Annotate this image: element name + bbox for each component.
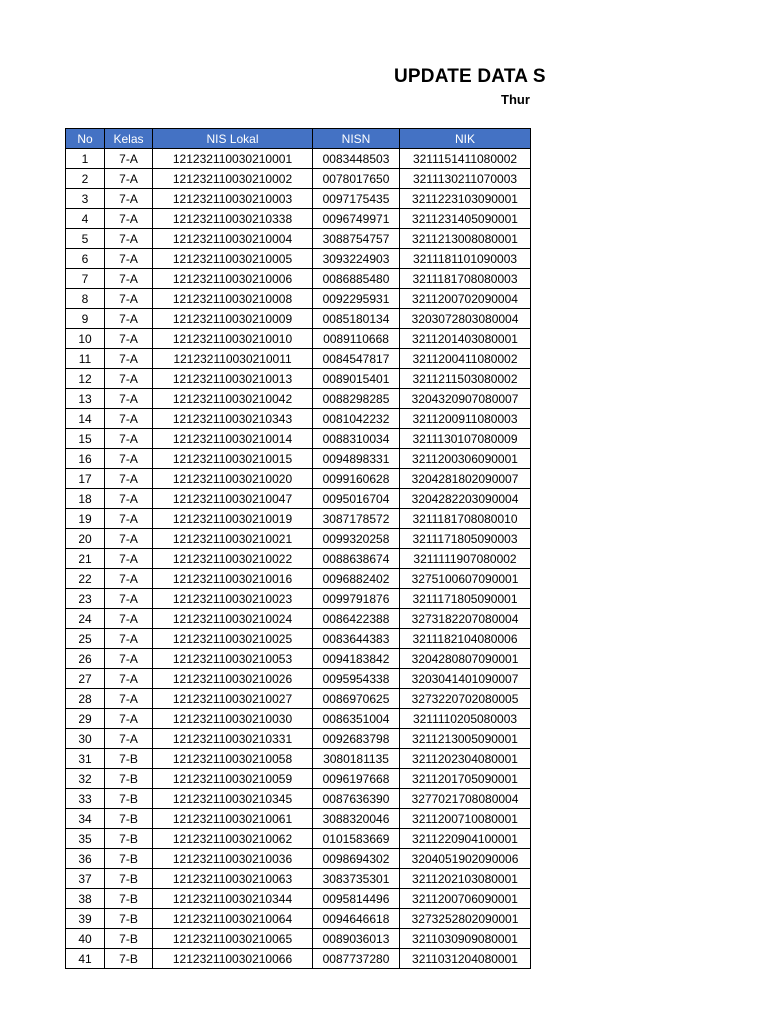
table-row [66,389,531,409]
cell-nik: 3203041401090007 [400,669,531,689]
cell-nis-lokal: 121232110030210021 [153,529,313,549]
table-row [66,469,531,489]
table-row [66,489,531,509]
cell-nisn: 0086351004 [313,709,400,729]
cell-nis-lokal: 121232110030210002 [153,169,313,189]
cell-kelas: 7-A [105,209,153,229]
cell-nis-lokal: 121232110030210006 [153,269,313,289]
column-header-no: No [66,129,105,149]
cell-nis-lokal: 121232110030210344 [153,889,313,909]
cell-no: 37 [66,869,105,889]
cell-no: 31 [66,749,105,769]
cell-nis-lokal: 121232110030210001 [153,149,313,169]
cell-nis-lokal: 121232110030210024 [153,609,313,629]
cell-nik: 3204282203090004 [400,489,531,509]
cell-nisn: 0096882402 [313,569,400,589]
cell-no: 32 [66,769,105,789]
cell-nisn: 0086885480 [313,269,400,289]
table-row [66,629,531,649]
cell-no: 25 [66,629,105,649]
cell-kelas: 7-A [105,309,153,329]
cell-nisn: 3088320046 [313,809,400,829]
table-row [66,149,531,169]
cell-nisn: 3087178572 [313,509,400,529]
cell-nisn: 0094646618 [313,909,400,929]
cell-nik: 3211130211070003 [400,169,531,189]
cell-kelas: 7-A [105,269,153,289]
cell-kelas: 7-A [105,289,153,309]
table-row [66,189,531,209]
cell-nisn: 0095954338 [313,669,400,689]
cell-nisn: 0084547817 [313,349,400,369]
cell-nisn: 0098694302 [313,849,400,869]
cell-kelas: 7-A [105,329,153,349]
cell-nik: 3211200710080001 [400,809,531,829]
table-row [66,609,531,629]
cell-nik: 3211231405090001 [400,209,531,229]
cell-kelas: 7-B [105,909,153,929]
cell-nik: 3211171805090003 [400,529,531,549]
cell-nis-lokal: 121232110030210061 [153,809,313,829]
cell-nis-lokal: 121232110030210345 [153,789,313,809]
cell-nisn: 0089036013 [313,929,400,949]
cell-nis-lokal: 121232110030210066 [153,949,313,969]
cell-nis-lokal: 121232110030210030 [153,709,313,729]
cell-kelas: 7-B [105,889,153,909]
cell-nis-lokal: 121232110030210004 [153,229,313,249]
cell-kelas: 7-A [105,169,153,189]
cell-no: 17 [66,469,105,489]
column-header-nis-lokal: NIS Lokal [153,129,313,149]
cell-no: 5 [66,229,105,249]
cell-nik: 3211130107080009 [400,429,531,449]
cell-nis-lokal: 121232110030210062 [153,829,313,849]
cell-nis-lokal: 121232110030210042 [153,389,313,409]
table-row [66,169,531,189]
cell-nik: 3211202103080001 [400,869,531,889]
table-row [66,749,531,769]
cell-no: 3 [66,189,105,209]
cell-nik: 3211200706090001 [400,889,531,909]
cell-no: 38 [66,889,105,909]
cell-nis-lokal: 121232110030210059 [153,769,313,789]
cell-no: 21 [66,549,105,569]
cell-nik: 3211182104080006 [400,629,531,649]
cell-no: 2 [66,169,105,189]
cell-nik: 3204320907080007 [400,389,531,409]
table-row [66,669,531,689]
cell-kelas: 7-B [105,869,153,889]
table-row [66,689,531,709]
cell-kelas: 7-A [105,509,153,529]
cell-nik: 3211200306090001 [400,449,531,469]
cell-nik: 3211213008080001 [400,229,531,249]
cell-kelas: 7-A [105,669,153,689]
cell-kelas: 7-A [105,229,153,249]
cell-nik: 3275100607090001 [400,569,531,589]
cell-no: 12 [66,369,105,389]
table-row [66,849,531,869]
cell-no: 4 [66,209,105,229]
cell-nisn: 0081042232 [313,409,400,429]
table-row [66,549,531,569]
table-row [66,909,531,929]
cell-nisn: 0096749971 [313,209,400,229]
table-row [66,789,531,809]
cell-nis-lokal: 121232110030210019 [153,509,313,529]
page-subtitle: Thur [501,92,530,107]
cell-no: 41 [66,949,105,969]
cell-kelas: 7-B [105,749,153,769]
cell-no: 40 [66,929,105,949]
cell-nisn: 0089015401 [313,369,400,389]
cell-nik: 3211111907080002 [400,549,531,569]
cell-nisn: 0085180134 [313,309,400,329]
cell-kelas: 7-A [105,529,153,549]
table-row [66,649,531,669]
cell-no: 26 [66,649,105,669]
cell-nis-lokal: 121232110030210058 [153,749,313,769]
table-row [66,869,531,889]
cell-nik: 3211031204080001 [400,949,531,969]
table-row [66,409,531,429]
cell-nis-lokal: 121232110030210036 [153,849,313,869]
cell-nis-lokal: 121232110030210331 [153,729,313,749]
cell-kelas: 7-A [105,589,153,609]
table-row [66,809,531,829]
cell-nik: 3211213005090001 [400,729,531,749]
page-title: UPDATE DATA S [394,66,546,87]
cell-nis-lokal: 121232110030210027 [153,689,313,709]
cell-nik: 3211201705090001 [400,769,531,789]
cell-no: 8 [66,289,105,309]
cell-kelas: 7-A [105,349,153,369]
cell-no: 16 [66,449,105,469]
table-row [66,769,531,789]
cell-kelas: 7-B [105,949,153,969]
cell-kelas: 7-A [105,449,153,469]
cell-nik: 3211181101090003 [400,249,531,269]
cell-nis-lokal: 121232110030210047 [153,489,313,509]
cell-nik: 3211171805090001 [400,589,531,609]
cell-no: 11 [66,349,105,369]
cell-no: 14 [66,409,105,429]
cell-kelas: 7-B [105,829,153,849]
cell-nik: 3211181708080010 [400,509,531,529]
cell-nis-lokal: 121232110030210065 [153,929,313,949]
cell-nik: 3211200911080003 [400,409,531,429]
cell-nisn: 0087636390 [313,789,400,809]
cell-nik: 3273220702080005 [400,689,531,709]
cell-nisn: 0088298285 [313,389,400,409]
cell-nisn: 0086970625 [313,689,400,709]
cell-kelas: 7-A [105,549,153,569]
cell-nisn: 0097175435 [313,189,400,209]
cell-kelas: 7-B [105,789,153,809]
cell-nis-lokal: 121232110030210015 [153,449,313,469]
table-row [66,929,531,949]
table-row [66,209,531,229]
cell-kelas: 7-B [105,809,153,829]
cell-nik: 3204281802090007 [400,469,531,489]
cell-nisn: 0092295931 [313,289,400,309]
cell-no: 28 [66,689,105,709]
cell-kelas: 7-B [105,769,153,789]
cell-kelas: 7-A [105,429,153,449]
cell-no: 30 [66,729,105,749]
cell-nik: 3211200411080002 [400,349,531,369]
cell-no: 20 [66,529,105,549]
cell-kelas: 7-A [105,389,153,409]
student-data-table [65,128,531,969]
cell-nisn: 0099791876 [313,589,400,609]
table-body [66,149,531,969]
cell-nisn: 0089110668 [313,329,400,349]
cell-nik: 3203072803080004 [400,309,531,329]
cell-kelas: 7-A [105,649,153,669]
cell-nis-lokal: 121232110030210014 [153,429,313,449]
cell-kelas: 7-A [105,609,153,629]
cell-nisn: 0095016704 [313,489,400,509]
cell-nis-lokal: 121232110030210009 [153,309,313,329]
cell-kelas: 7-A [105,149,153,169]
table-row [66,349,531,369]
cell-nis-lokal: 121232110030210023 [153,589,313,609]
cell-nik: 3211220904100001 [400,829,531,849]
cell-no: 39 [66,909,105,929]
cell-nik: 3211110205080003 [400,709,531,729]
table-row [66,509,531,529]
cell-nisn: 0083448503 [313,149,400,169]
cell-kelas: 7-A [105,369,153,389]
table-header-row [66,129,531,149]
table-row [66,309,531,329]
cell-kelas: 7-A [105,409,153,429]
cell-nisn: 0101583669 [313,829,400,849]
table-row [66,829,531,849]
cell-nisn: 0083644383 [313,629,400,649]
cell-nis-lokal: 121232110030210053 [153,649,313,669]
cell-no: 23 [66,589,105,609]
cell-nik: 3211030909080001 [400,929,531,949]
cell-no: 19 [66,509,105,529]
cell-nisn: 0088310034 [313,429,400,449]
cell-nik: 3211151411080002 [400,149,531,169]
cell-nisn: 0078017650 [313,169,400,189]
cell-nik: 3277021708080004 [400,789,531,809]
table-row [66,289,531,309]
cell-kelas: 7-A [105,569,153,589]
table-row [66,329,531,349]
cell-nis-lokal: 121232110030210003 [153,189,313,209]
table-row [66,229,531,249]
cell-kelas: 7-A [105,629,153,649]
cell-nisn: 0094898331 [313,449,400,469]
cell-nis-lokal: 121232110030210063 [153,869,313,889]
cell-nis-lokal: 121232110030210026 [153,669,313,689]
cell-no: 29 [66,709,105,729]
cell-nik: 3211202304080001 [400,749,531,769]
table-row [66,429,531,449]
cell-kelas: 7-B [105,849,153,869]
cell-nis-lokal: 121232110030210022 [153,549,313,569]
cell-nik: 3211201403080001 [400,329,531,349]
cell-no: 35 [66,829,105,849]
cell-kelas: 7-A [105,489,153,509]
cell-no: 24 [66,609,105,629]
table-row [66,529,531,549]
cell-no: 9 [66,309,105,329]
column-header-nisn: NISN [313,129,400,149]
cell-nis-lokal: 121232110030210064 [153,909,313,929]
cell-no: 36 [66,849,105,869]
table-row [66,449,531,469]
cell-nisn: 0095814496 [313,889,400,909]
table-row [66,589,531,609]
cell-kelas: 7-B [105,929,153,949]
cell-nis-lokal: 121232110030210020 [153,469,313,489]
table-row [66,249,531,269]
cell-no: 34 [66,809,105,829]
column-header-kelas: Kelas [105,129,153,149]
cell-nik: 3211223103090001 [400,189,531,209]
table-row [66,569,531,589]
cell-nisn: 0088638674 [313,549,400,569]
cell-nik: 3211200702090004 [400,289,531,309]
cell-no: 27 [66,669,105,689]
table-row [66,269,531,289]
cell-nisn: 0092683798 [313,729,400,749]
cell-nis-lokal: 121232110030210025 [153,629,313,649]
cell-nis-lokal: 121232110030210011 [153,349,313,369]
cell-nis-lokal: 121232110030210008 [153,289,313,309]
table-row [66,369,531,389]
cell-no: 33 [66,789,105,809]
cell-kelas: 7-A [105,709,153,729]
cell-kelas: 7-A [105,189,153,209]
column-header-nik: NIK [400,129,531,149]
cell-nis-lokal: 121232110030210343 [153,409,313,429]
cell-nisn: 3080181135 [313,749,400,769]
cell-nisn: 0099160628 [313,469,400,489]
cell-nik: 3211211503080002 [400,369,531,389]
cell-nisn: 0086422388 [313,609,400,629]
cell-nisn: 0087737280 [313,949,400,969]
table-row [66,729,531,749]
table-row [66,949,531,969]
cell-kelas: 7-A [105,469,153,489]
cell-nik: 3204051902090006 [400,849,531,869]
cell-kelas: 7-A [105,689,153,709]
cell-nik: 3273252802090001 [400,909,531,929]
cell-no: 15 [66,429,105,449]
cell-nis-lokal: 121232110030210005 [153,249,313,269]
cell-no: 7 [66,269,105,289]
cell-nisn: 3083735301 [313,869,400,889]
cell-nik: 3273182207080004 [400,609,531,629]
cell-nis-lokal: 121232110030210010 [153,329,313,349]
cell-kelas: 7-A [105,729,153,749]
cell-nisn: 0096197668 [313,769,400,789]
cell-nis-lokal: 121232110030210016 [153,569,313,589]
cell-no: 13 [66,389,105,409]
table-row [66,889,531,909]
cell-nisn: 0094183842 [313,649,400,669]
table-row [66,709,531,729]
cell-nisn: 0099320258 [313,529,400,549]
cell-nis-lokal: 121232110030210338 [153,209,313,229]
cell-no: 10 [66,329,105,349]
cell-nisn: 3088754757 [313,229,400,249]
cell-kelas: 7-A [105,249,153,269]
cell-no: 6 [66,249,105,269]
cell-nis-lokal: 121232110030210013 [153,369,313,389]
cell-no: 18 [66,489,105,509]
cell-nik: 3204280807090001 [400,649,531,669]
cell-nisn: 3093224903 [313,249,400,269]
cell-nik: 3211181708080003 [400,269,531,289]
cell-no: 1 [66,149,105,169]
cell-no: 22 [66,569,105,589]
